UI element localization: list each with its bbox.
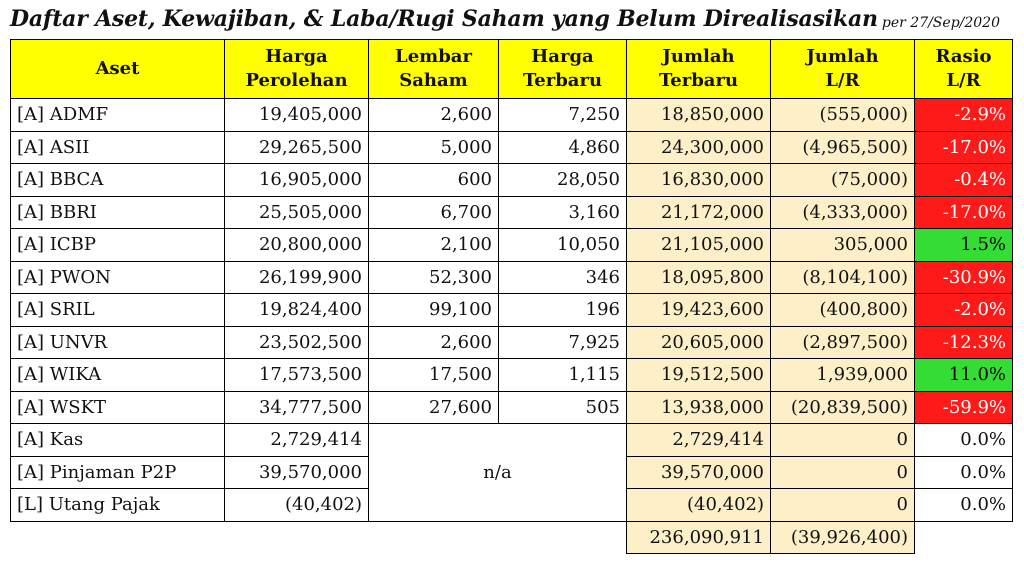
- harga-perolehan: 16,905,000: [225, 164, 369, 197]
- table-row: [11, 164, 1013, 197]
- lembar-saham: 5,000: [369, 131, 499, 164]
- jumlah-lr: 1,939,000: [771, 359, 915, 392]
- harga-terbaru: 3,160: [499, 196, 627, 229]
- rasio-lr: 11.0%: [915, 359, 1013, 392]
- totals-row: [11, 521, 1013, 554]
- table-row: [11, 294, 1013, 327]
- lembar-saham: 2,600: [369, 326, 499, 359]
- rasio-lr: 0.0%: [915, 424, 1013, 457]
- harga-terbaru: 1,115: [499, 359, 627, 392]
- jumlah-terbaru: 20,605,000: [627, 326, 771, 359]
- lembar-saham: 6,700: [369, 196, 499, 229]
- harga-terbaru: 346: [499, 261, 627, 294]
- jumlah-terbaru: (40,402): [627, 489, 771, 522]
- harga-perolehan: 2,729,414: [225, 424, 369, 457]
- jumlah-lr: 0: [771, 489, 915, 522]
- jumlah-terbaru: 21,105,000: [627, 229, 771, 262]
- jumlah-terbaru: 19,512,500: [627, 359, 771, 392]
- asset-name: [A] ICBP: [11, 229, 225, 262]
- header-row: [11, 40, 1013, 99]
- jumlah-lr: 0: [771, 424, 915, 457]
- lembar-saham: 52,300: [369, 261, 499, 294]
- rasio-lr: 0.0%: [915, 456, 1013, 489]
- rasio-lr: -17.0%: [915, 131, 1013, 164]
- rasio-lr: -2.0%: [915, 294, 1013, 327]
- harga-perolehan: 19,824,400: [225, 294, 369, 327]
- harga-terbaru: 28,050: [499, 164, 627, 197]
- totals-spacer: [11, 521, 627, 554]
- asset-name: [A] BBRI: [11, 196, 225, 229]
- asset-name: [A] SRIL: [11, 294, 225, 327]
- lembar-saham: 27,600: [369, 391, 499, 424]
- harga-perolehan: 34,777,500: [225, 391, 369, 424]
- totals-spacer-end: [915, 521, 1013, 554]
- jumlah-lr: (2,897,500): [771, 326, 915, 359]
- table-row: [11, 99, 1013, 132]
- table-row: [11, 326, 1013, 359]
- asset-name: [L] Utang Pajak: [11, 489, 225, 522]
- table-row: [11, 359, 1013, 392]
- header-lembar-saham: Lembar Saham: [369, 40, 499, 99]
- harga-perolehan: (40,402): [225, 489, 369, 522]
- asset-name: [A] BBCA: [11, 164, 225, 197]
- jumlah-lr: (555,000): [771, 99, 915, 132]
- jumlah-lr: (4,333,000): [771, 196, 915, 229]
- header-rasio-lr: Rasio L/R: [915, 40, 1013, 99]
- lembar-saham: 17,500: [369, 359, 499, 392]
- harga-terbaru: 10,050: [499, 229, 627, 262]
- lembar-saham: 2,100: [369, 229, 499, 262]
- asset-name: [A] WSKT: [11, 391, 225, 424]
- jumlah-terbaru: 39,570,000: [627, 456, 771, 489]
- harga-perolehan: 19,405,000: [225, 99, 369, 132]
- harga-terbaru: 7,250: [499, 99, 627, 132]
- jumlah-lr: (8,104,100): [771, 261, 915, 294]
- rasio-lr: -12.3%: [915, 326, 1013, 359]
- rasio-lr: 0.0%: [915, 489, 1013, 522]
- asset-name: [A] ASII: [11, 131, 225, 164]
- total-value: 236,090,911: [627, 521, 771, 554]
- rasio-lr: -30.9%: [915, 261, 1013, 294]
- asset-name: [A] Pinjaman P2P: [11, 456, 225, 489]
- jumlah-lr: (400,800): [771, 294, 915, 327]
- harga-perolehan: 39,570,000: [225, 456, 369, 489]
- header-harga-terbaru: Harga Terbaru: [499, 40, 627, 99]
- report-date: per 27/Sep/2020: [881, 15, 1000, 31]
- asset-name: [A] Kas: [11, 424, 225, 457]
- na-cell: n/a: [369, 424, 627, 522]
- jumlah-terbaru: 18,850,000: [627, 99, 771, 132]
- table-row: [11, 424, 1013, 457]
- asset-name: [A] WIKA: [11, 359, 225, 392]
- header-harga-perolehan: Harga Perolehan: [225, 40, 369, 99]
- header-jumlah-terbaru: Jumlah Terbaru: [627, 40, 771, 99]
- title-row: [10, 6, 1014, 36]
- table-row: [11, 229, 1013, 262]
- rasio-lr: -2.9%: [915, 99, 1013, 132]
- lembar-saham: 99,100: [369, 294, 499, 327]
- jumlah-terbaru: 21,172,000: [627, 196, 771, 229]
- lembar-saham: 2,600: [369, 99, 499, 132]
- harga-terbaru: 7,925: [499, 326, 627, 359]
- harga-perolehan: 29,265,500: [225, 131, 369, 164]
- jumlah-terbaru: 24,300,000: [627, 131, 771, 164]
- table-row: [11, 196, 1013, 229]
- jumlah-terbaru: 13,938,000: [627, 391, 771, 424]
- harga-perolehan: 20,800,000: [225, 229, 369, 262]
- rasio-lr: -0.4%: [915, 164, 1013, 197]
- table-row: [11, 261, 1013, 294]
- lembar-saham: 600: [369, 164, 499, 197]
- jumlah-lr: 305,000: [771, 229, 915, 262]
- header-jumlah-lr: Jumlah L/R: [771, 40, 915, 99]
- jumlah-lr: (20,839,500): [771, 391, 915, 424]
- jumlah-lr: (4,965,500): [771, 131, 915, 164]
- asset-name: [A] ADMF: [11, 99, 225, 132]
- asset-name: [A] PWON: [11, 261, 225, 294]
- table-row: [11, 131, 1013, 164]
- harga-terbaru: 196: [499, 294, 627, 327]
- rasio-lr: -17.0%: [915, 196, 1013, 229]
- harga-perolehan: 23,502,500: [225, 326, 369, 359]
- header-aset: Aset: [11, 40, 225, 99]
- rasio-lr: 1.5%: [915, 229, 1013, 262]
- jumlah-terbaru: 2,729,414: [627, 424, 771, 457]
- jumlah-lr: 0: [771, 456, 915, 489]
- jumlah-lr: (75,000): [771, 164, 915, 197]
- jumlah-terbaru: 18,095,800: [627, 261, 771, 294]
- table-row: [11, 391, 1013, 424]
- harga-perolehan: 17,573,500: [225, 359, 369, 392]
- rasio-lr: -59.9%: [915, 391, 1013, 424]
- total-pl: (39,926,400): [771, 521, 915, 554]
- harga-perolehan: 26,199,900: [225, 261, 369, 294]
- jumlah-terbaru: 16,830,000: [627, 164, 771, 197]
- report-title: Daftar Aset, Kewajiban, & Laba/Rugi Saham yang Belum Direalisasikan: [10, 6, 878, 32]
- asset-table: [10, 39, 1013, 554]
- harga-perolehan: 25,505,000: [225, 196, 369, 229]
- asset-name: [A] UNVR: [11, 326, 225, 359]
- jumlah-terbaru: 19,423,600: [627, 294, 771, 327]
- harga-terbaru: 505: [499, 391, 627, 424]
- harga-terbaru: 4,860: [499, 131, 627, 164]
